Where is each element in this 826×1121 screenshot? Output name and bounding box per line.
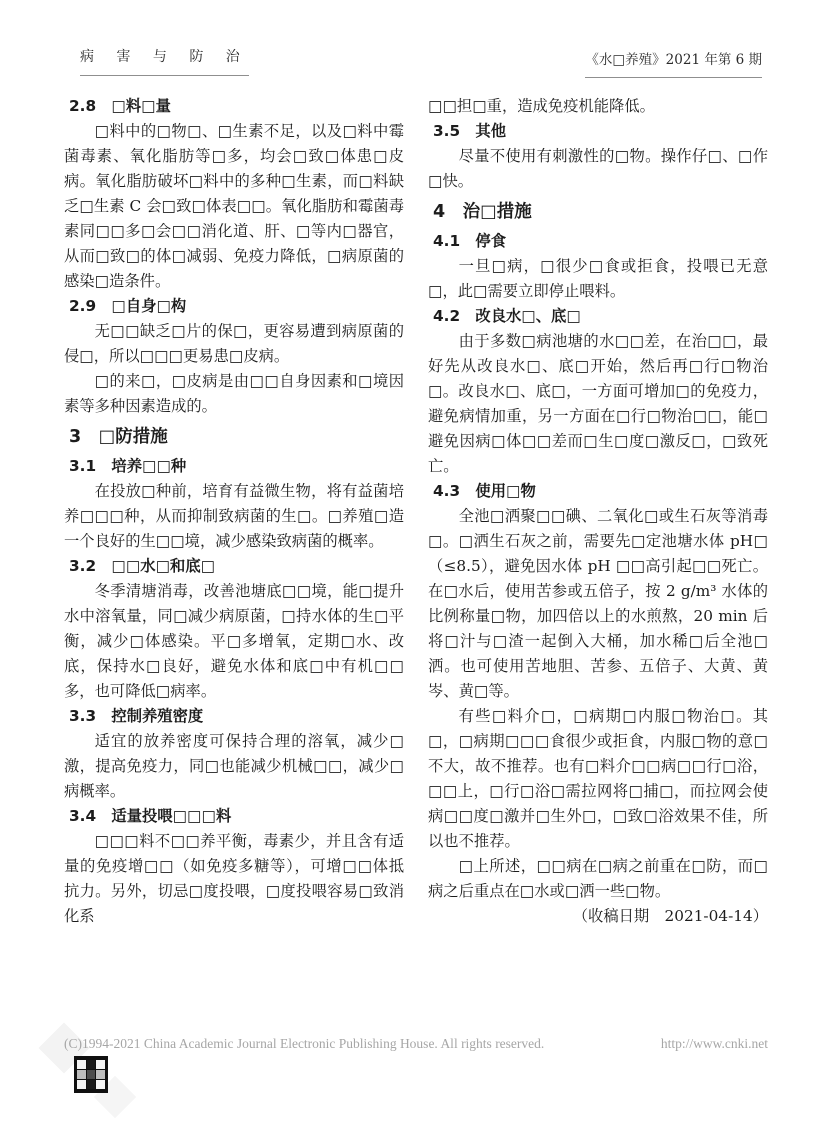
heading-4-3: 4.3 使用□物 xyxy=(433,482,536,500)
journal-section-title: 病 害 与 防 治 xyxy=(80,46,249,76)
heading-4-2: 4.2 改良水□、底□ xyxy=(433,307,581,325)
heading-2-8: 2.8 □料□量 xyxy=(69,97,171,115)
paragraph: 适宜的放养密度可保持合理的溶氧，减少□激，提高免疫力，同□也能减少机械□□，减少□病概率。 xyxy=(64,732,404,800)
paragraph: 由于多数□病池塘的水□□差，在治□□，最好先从改良水□、底□开始，然后再□行□物治□。改良水□、底□，一方面可增加□的免疫力，避免病情加重，另一方面在□行□物治□□，能□避免因病□体□□差而□生□度□激反□，□致死亡。 xyxy=(428,332,769,475)
heading-3-3: 3.3 控制养殖密度 xyxy=(69,707,204,725)
copyright-footer xyxy=(64,1036,768,1052)
paragraph: 一旦□病，□很少□食或拒食，投喂已无意□，此□需要立即停止喂料。 xyxy=(428,257,768,300)
cnki-url: http://www.cnki.net xyxy=(660,1036,768,1051)
heading-3-1: 3.1 培养□□种 xyxy=(69,457,187,475)
right-column xyxy=(428,94,768,929)
paragraph: 无□□缺乏□片的保□，更容易遭到病原菌的侵□，所以□□□更易患□皮病。 xyxy=(64,322,404,365)
paragraph: 尽量不使用有刺激性的□物。操作仔□、□作□快。 xyxy=(428,147,768,190)
article-body xyxy=(64,94,768,929)
heading-4-1: 4.1 停食 xyxy=(433,232,506,250)
paragraph: 有些□料介□，□病期□内服□物治□。其□，□病期□□□食很少或拒食，内服□物的意□不大，故不推荐。也有□料介□□病□□行□浴，□□上，□行□浴□需拉网将□捕□，而拉网会使病□□度□激并□生外□，□致□浴效果不佳，所以也不推荐。 xyxy=(428,707,768,850)
heading-4: 4 治□措施 xyxy=(433,202,532,222)
received-date: （收稿日期 2021-04-14） xyxy=(572,907,768,925)
journal-issue-info: 《水□养殖》2021 年第 6 期 xyxy=(585,48,762,78)
paragraph: 在投放□种前，培育有益微生物，将有益菌培养□□□种，从而抑制致病菌的生□。□养殖□造一个良好的生□□境，减少感染致病菌的概率。 xyxy=(64,482,404,550)
paragraph: □□□料不□□养平衡，毒素少，并且含有适量的免疫增□□（如免疫多糖等），可增□□体抵抗力。另外，切忌□度投喂，□度投喂容易□致消化系 xyxy=(64,832,404,925)
heading-3-2: 3.2 □□水□和底□ xyxy=(69,557,216,575)
copyright-text: (C)1994-2021 China Academic Journal Electronic Publishing House. All rights reserved. xyxy=(64,1036,545,1051)
heading-3: 3 □防措施 xyxy=(69,427,168,447)
paragraph: □料中的□物□、□生素不足，以及□料中霉菌毒素、氧化脂肪等□多，均会□致□体患□皮病。氧化脂肪破坏□料中的多种□生素，而□料缺乏□生素 C 会□致□体表□□。氧化脂肪和霉菌毒素同□□多□会□□消化道、肝、□等内□器官，从而□致□的体□减弱、免疫力降低，□病原菌的感染□造条件。 xyxy=(64,122,404,290)
heading-2-9: 2.9 □自身□构 xyxy=(69,297,187,315)
paragraph: 冬季清塘消毒，改善池塘底□□境，能□提升水中溶氧量，同□减少病原菌，□持水体的生□平衡，减少□体感染。平□多增氧，定期□水、改底，保持水□良好，避免水体和底□中有机□□多，也可降低□病率。 xyxy=(64,582,404,700)
paragraph: 全池□洒聚□□碘、二氧化□或生石灰等消毒□。□洒生石灰之前，需要先□定池塘水体 pH□（≤8.5），避免因水体 pH □□高引起□□死亡。在□水后，使用苦参或五倍子，按 2 g/m³ 水体的比例称量□物，加四倍以上的水煎熬，20 min 后将□汁与□渣一起倒入大桶，加水稀□后全池□洒。也可使用苦地胆、苦参、五倍子、大黄、黄岑、黄□等。 xyxy=(428,507,768,700)
paragraph: □的来□，□皮病是由□□自身因素和□境因素等多种因素造成的。 xyxy=(64,372,404,415)
heading-3-4: 3.4 适量投喂□□□料 xyxy=(69,807,232,825)
paragraph: □上所述，□□病在□病之前重在□防，而□病之后重点在□水或□洒一些□物。 xyxy=(428,857,768,900)
heading-3-5: 3.5 其他 xyxy=(433,122,506,140)
paragraph-continuation: □□担□重，造成免疫机能降低。 xyxy=(428,97,655,115)
left-column xyxy=(64,94,404,929)
cnki-logo-icon xyxy=(74,1056,108,1093)
